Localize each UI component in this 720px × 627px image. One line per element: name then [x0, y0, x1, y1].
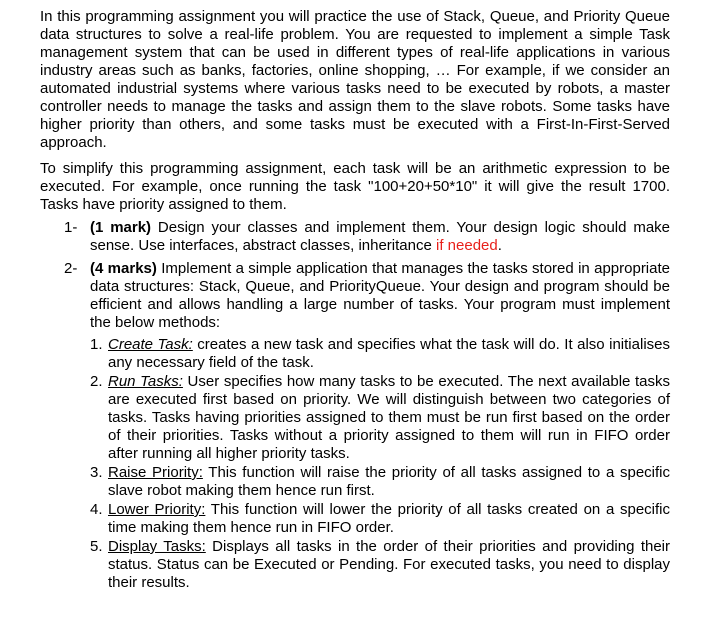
- method-item: [90, 464, 670, 500]
- method-desc: Displays all tasks in the order of their priorities and providing their status. Status can be Executed or Pending. For executed tasks, you need to display their results.: [108, 538, 670, 591]
- task-text: Design your classes and implement them. Your design logic should make sense. Use interfaces, abstract classes, inheritance: [90, 219, 670, 254]
- intro-paragraph: In this programming assignment you will practice the use of Stack, Queue, and Priority Queue data structures to solve a real-life problem. You are requested to implement a simple Task management system that can be used in different types of real-life applications in various industry areas such as banks, factories, online shopping, … For example, if we consider an automated industrial systems where various tasks need to be executed by robots, a master controller needs to manage the tasks and assign them to the slave robots. Some tasks have higher priority than others, and some tasks must be executed with a First-In-First-Served approach.: [40, 8, 670, 151]
- method-number: 2.: [90, 373, 103, 390]
- method-number: 1.: [90, 336, 103, 353]
- method-item: [90, 336, 670, 372]
- method-body: [108, 501, 670, 537]
- task-body: [90, 219, 670, 255]
- task-item-1: [40, 219, 670, 255]
- task-end: .: [497, 237, 502, 254]
- task-highlight: if needed: [436, 237, 498, 254]
- method-name: Raise Priority:: [108, 464, 203, 481]
- method-desc: User specifies how many tasks to be executed. The next available tasks are executed first based on priority. We will distinguish between two categories of tasks. Tasks having priorities assigned to them must be run first based on the order of their priorities. Tasks without a priority assigned to them will run in FIFO order after running all higher priority tasks.: [108, 373, 670, 462]
- method-item: [90, 501, 670, 537]
- method-item: [90, 538, 670, 592]
- method-body: [108, 373, 670, 463]
- method-desc: creates a new task and specifies what the task will do. It also initialises any necessary field of the task.: [108, 336, 670, 371]
- task-mark: (1 mark): [90, 219, 152, 236]
- method-desc: This function will lower the priority of all tasks created on a specific time making them hence run in FIFO order.: [108, 501, 670, 536]
- method-name: Lower Priority:: [108, 501, 206, 518]
- method-number: 3.: [90, 464, 103, 481]
- task-mark: (4 marks): [90, 260, 157, 277]
- method-body: [108, 336, 670, 372]
- method-name: Display Tasks:: [108, 538, 206, 555]
- task-item-2: [40, 260, 670, 592]
- method-body: [108, 538, 670, 592]
- method-desc: This function will raise the priority of all tasks assigned to a specific slave robot making them hence run first.: [108, 464, 670, 499]
- task-body: [90, 260, 670, 592]
- method-name: Run Tasks:: [108, 373, 183, 390]
- simplify-paragraph: To simplify this programming assignment, each task will be an arithmetic expression to be executed. For example, once running the task "100+20+50*10" it will give the result 1700. Tasks have priority assigned to them.: [40, 160, 670, 213]
- method-name: Create Task:: [108, 336, 193, 353]
- method-number: 4.: [90, 501, 103, 518]
- method-number: 5.: [90, 538, 103, 555]
- task-text: Implement a simple application that manages the tasks stored in appropriate data structures: Stack, Queue, and PriorityQueue. Your design and program should be efficient and allows handling a large number of tasks. Your program must implement the below methods:: [90, 260, 670, 331]
- task-number: 2-: [64, 260, 78, 277]
- methods-list: [90, 336, 670, 592]
- task-number: 1-: [64, 219, 78, 236]
- method-body: [108, 464, 670, 500]
- method-item: [90, 373, 670, 463]
